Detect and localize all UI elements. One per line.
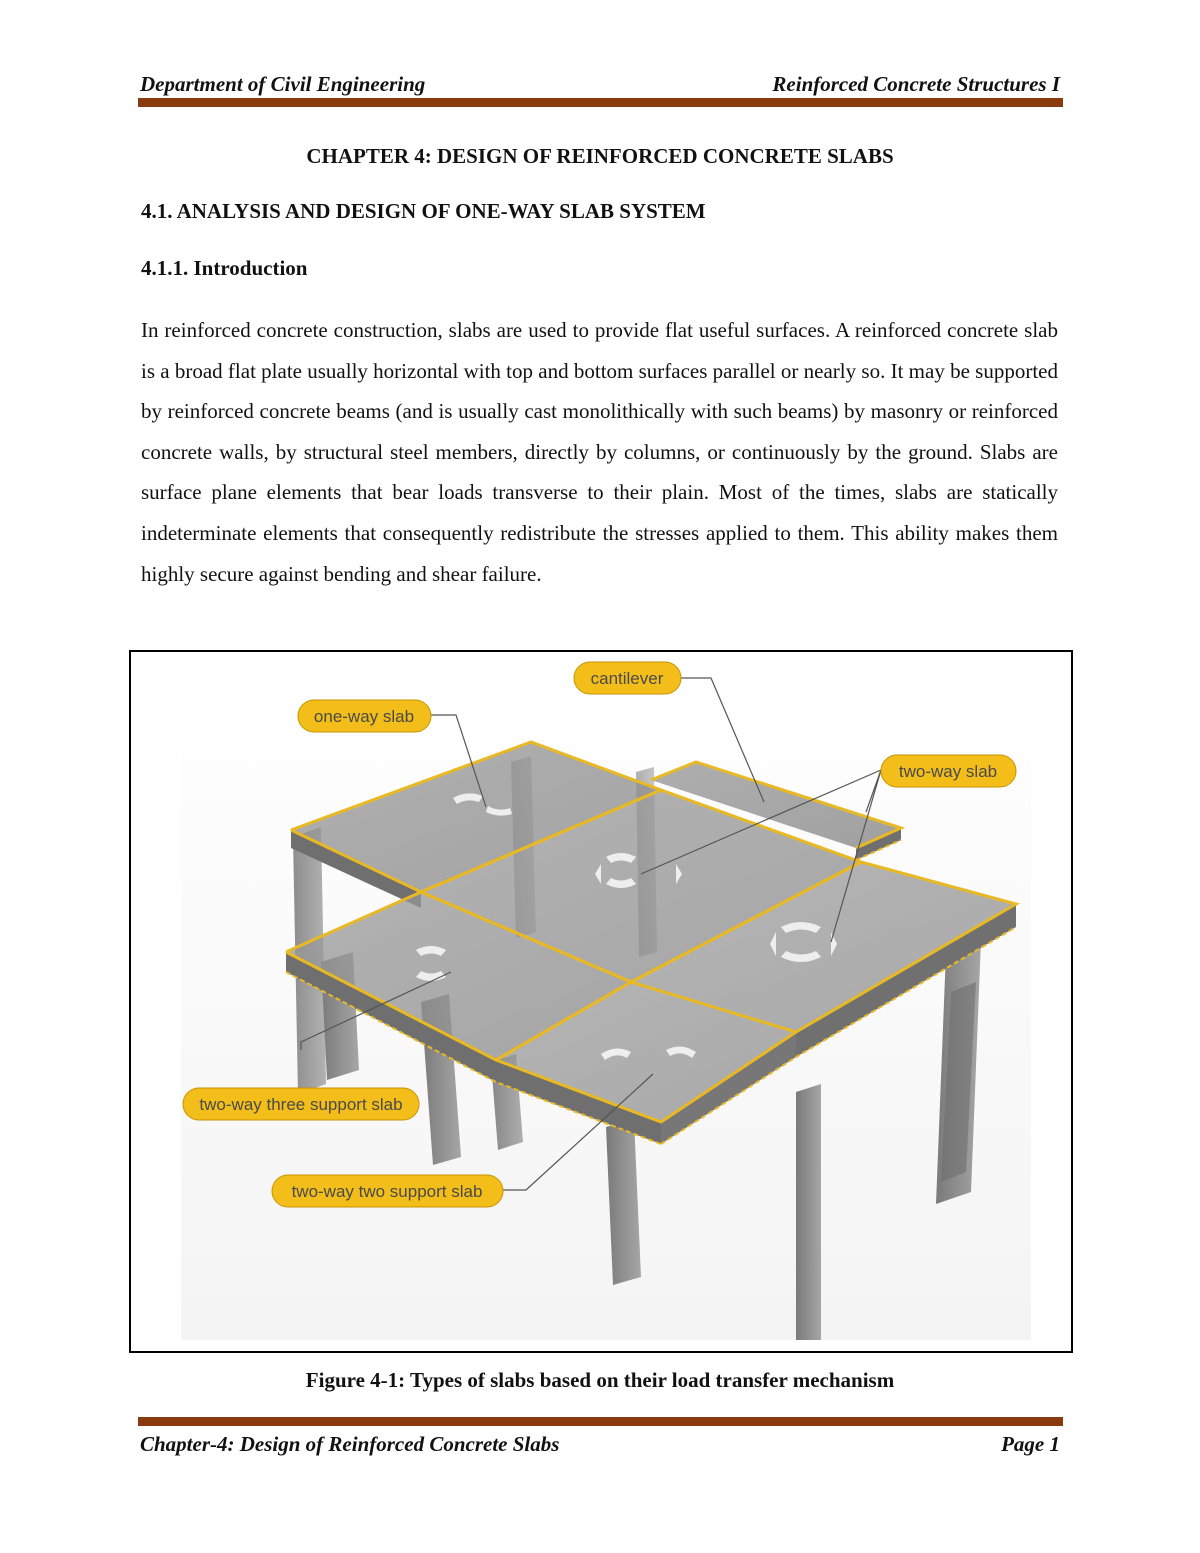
label-two-way-slab bbox=[881, 755, 1016, 787]
intro-paragraph: In reinforced concrete construction, slabs are used to provide flat useful surfaces. A reinforced concrete slab is a broad flat plate usually horizontal with top and bottom surfaces parallel or nearly so. It may be supported by reinforced concrete beams (and is usually cast monolithically with such beams) by masonry or reinforced concrete walls, by structural steel members, directly by columns, or continuously by the ground. Slabs are surface plane elements that bear loads transverse to their plain. Most of the times, slabs are statically indeterminate elements that consequently redistribute the stresses applied to them. This ability makes them highly secure against bending and shear failure. bbox=[141, 318, 1058, 586]
svg-text:two-way three support slab: two-way three support slab bbox=[199, 1095, 403, 1114]
footer-chapter: Chapter-4: Design of Reinforced Concrete Slabs bbox=[140, 1432, 560, 1456]
page-header bbox=[140, 72, 1060, 100]
page-footer bbox=[140, 1432, 1060, 1460]
svg-text:cantilever: cantilever bbox=[590, 669, 664, 688]
label-one-way-slab bbox=[298, 700, 431, 732]
subsection-heading: 4.1.1. Introduction bbox=[141, 256, 308, 280]
section-heading: 4.1. ANALYSIS AND DESIGN OF ONE-WAY SLAB SYSTEM bbox=[141, 199, 706, 223]
slab-illustration bbox=[131, 652, 1071, 1351]
header-course: Reinforced Concrete Structures I bbox=[772, 72, 1060, 96]
label-two-way-two-support bbox=[272, 1175, 503, 1207]
page-number: Page 1 bbox=[1001, 1432, 1060, 1456]
svg-text:two-way slab: two-way slab bbox=[898, 762, 998, 781]
figure-slab-types bbox=[129, 650, 1073, 1353]
header-rule bbox=[138, 98, 1063, 107]
header-department: Department of Civil Engineering bbox=[140, 72, 426, 96]
label-cantilever bbox=[574, 662, 681, 694]
figure-caption: Figure 4-1: Types of slabs based on their load transfer mechanism bbox=[305, 1368, 895, 1392]
footer-rule bbox=[138, 1417, 1063, 1426]
svg-text:two-way two support slab: two-way two support slab bbox=[291, 1182, 483, 1201]
chapter-title: CHAPTER 4: DESIGN OF REINFORCED CONCRETE SLABS bbox=[306, 144, 894, 168]
label-two-way-three-support bbox=[183, 1088, 419, 1120]
svg-text:one-way slab: one-way slab bbox=[313, 707, 415, 726]
